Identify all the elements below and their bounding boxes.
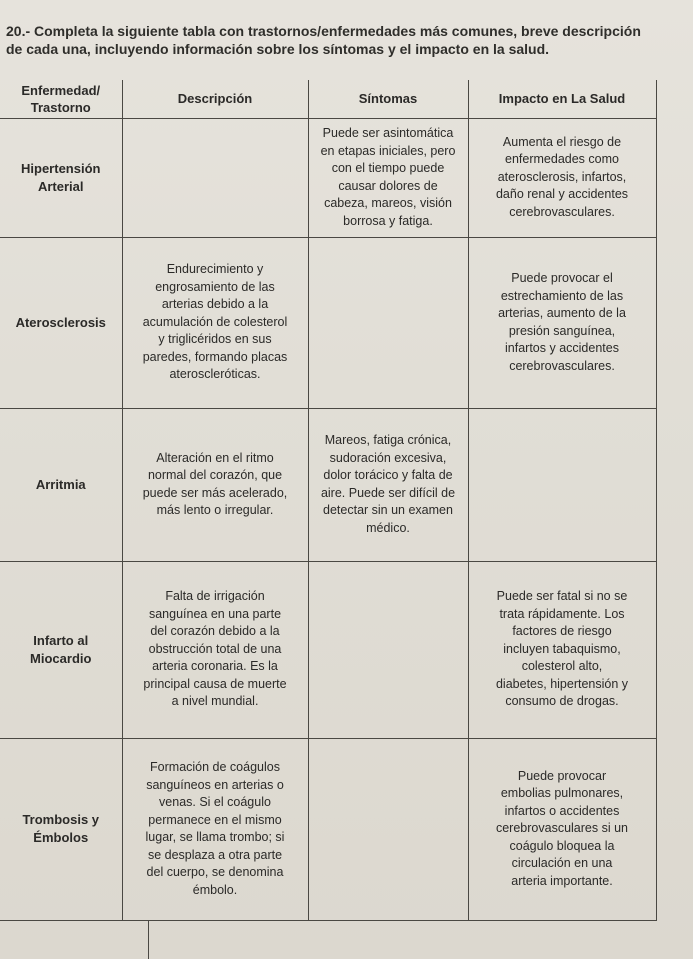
- row-description: Alteración en el ritmo normal del corazón, que puede ser más acelerado, más lento o irregular.: [122, 408, 308, 561]
- table-row: [0, 738, 656, 920]
- instruction-line-2: de cada una, incluyendo información sobre los síntomas y el impacto en la salud.: [6, 41, 550, 57]
- instruction-line-1: 20.- Completa la siguiente tabla con trastornos/enfermedades más comunes, breve descripción: [6, 23, 641, 39]
- row-impact: Aumenta el riesgo de enfermedades como aterosclerosis, infartos, daño renal y accidentes cerebrovasculares.: [468, 118, 656, 237]
- header-description: Descripción: [122, 80, 308, 118]
- header-impact: Impacto en La Salud: [468, 80, 656, 118]
- table-row: [0, 237, 656, 408]
- table-row: [0, 118, 656, 237]
- row-impact: Puede provocar el estrechamiento de las arterias, aumento de la presión sanguínea, infartos y accidentes cerebrovasculares.: [468, 237, 656, 408]
- row-impact: [468, 408, 656, 561]
- disease-table: [0, 80, 657, 921]
- header-disease: Enfermedad/ Trastorno: [0, 80, 122, 118]
- row-disease: Hipertensión Arterial: [0, 118, 122, 237]
- row-disease: Infarto al Miocardio: [0, 561, 122, 738]
- row-description: [122, 118, 308, 237]
- table-header-row: [0, 80, 656, 118]
- row-description: Falta de irrigación sanguínea en una parte del corazón debido a la obstrucción total de una arteria coronaria. Es la principal causa de muerte a nivel mundial.: [122, 561, 308, 738]
- row-symptoms: [308, 738, 468, 920]
- table-row: [0, 561, 656, 738]
- row-disease: Trombosis y Émbolos: [0, 738, 122, 920]
- table-row: [0, 408, 656, 561]
- row-symptoms: Puede ser asintomática en etapas iniciales, pero con el tiempo puede causar dolores de cabeza, mareos, visión borrosa y fatiga.: [308, 118, 468, 237]
- row-symptoms: [308, 561, 468, 738]
- row-symptoms: Mareos, fatiga crónica, sudoración excesiva, dolor torácico y falta de aire. Puede ser difícil de detectar sin un examen médico.: [308, 408, 468, 561]
- row-disease: Arritmia: [0, 408, 122, 561]
- row-disease: Aterosclerosis: [0, 237, 122, 408]
- row-description: Formación de coágulos sanguíneos en arterias o venas. Si el coágulo permanece en el mismo lugar, se llama trombo; si se desplaza a otra parte del cuerpo, se denomina émbolo.: [122, 738, 308, 920]
- instruction-text: [6, 22, 686, 58]
- header-symptoms: Síntomas: [308, 80, 468, 118]
- row-impact: Puede ser fatal si no se trata rápidamente. Los factores de riesgo incluyen tabaquismo, colesterol alto, diabetes, hipertensión y consumo de drogas.: [468, 561, 656, 738]
- table-bottom-edge: [148, 920, 149, 959]
- row-description: Endurecimiento y engrosamiento de las arterias debido a la acumulación de colesterol y triglicéridos en sus paredes, formando placas ateroscleróticas.: [122, 237, 308, 408]
- row-symptoms: [308, 237, 468, 408]
- row-impact: Puede provocar embolias pulmonares, infartos o accidentes cerebrovasculares si un coágulo bloquea la circulación en una arteria importante.: [468, 738, 656, 920]
